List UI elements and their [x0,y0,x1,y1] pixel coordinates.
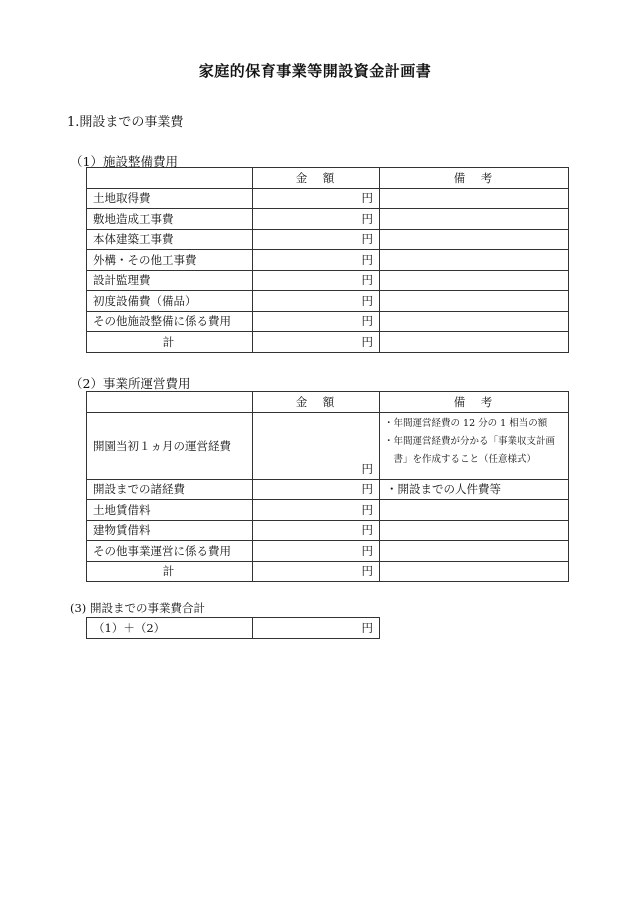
table-row [87,541,569,562]
amount-cell[interactable]: 円 [253,250,380,271]
notes-cell[interactable] [380,311,569,332]
row-label: 土地取得費 [87,188,253,209]
row-label: 建物賃借料 [87,520,253,541]
amount-cell[interactable]: 円 [253,311,380,332]
note-line: 書」を作成すること（任意様式） [384,453,537,465]
total-amount-cell[interactable]: 円 [253,332,380,353]
note-line: ・年間運営経費が分かる「事業収支計画 [384,435,556,447]
grand-total-amount-cell[interactable]: 円 [253,618,380,639]
notes-cell[interactable] [380,270,569,291]
table-row [87,209,569,230]
notes-cell[interactable] [380,541,569,562]
subsection-3-heading: (3) 開設までの事業費合計 [70,601,205,615]
header-notes: 備 考 [380,392,569,413]
total-row [87,561,569,582]
amount-cell[interactable]: 円 [253,270,380,291]
row-label: 本体建築工事費 [87,229,253,250]
notes-cell[interactable] [380,412,569,479]
total-label: 計 [87,561,253,582]
amount-cell[interactable]: 円 [253,291,380,312]
header-blank [87,168,253,189]
amount-cell[interactable]: 円 [253,479,380,500]
table-row [87,520,569,541]
table-row [87,311,569,332]
amount-cell[interactable]: 円 [253,412,380,479]
amount-cell[interactable]: 円 [253,500,380,521]
notes-cell[interactable] [380,561,569,582]
table-row [87,291,569,312]
notes-cell[interactable] [380,250,569,271]
row-label: 初度設備費（備品） [87,291,253,312]
subsection-1-heading: （1）施設整備費用 [70,154,178,169]
notes-cell[interactable] [380,291,569,312]
table-row [87,188,569,209]
subsection-2-heading: （2）事業所運営費用 [70,376,191,391]
total-label: 計 [87,332,253,353]
table-header-row [87,392,569,413]
table-row [87,500,569,521]
amount-cell[interactable]: 円 [253,541,380,562]
table-row [87,250,569,271]
grand-total-row [87,618,380,639]
row-label: 開設までの諸経費 [87,479,253,500]
formula-label: （1）＋（2） [87,618,253,639]
header-notes: 備 考 [380,168,569,189]
table-row [87,412,569,479]
table-row [87,479,569,500]
notes-cell[interactable] [380,520,569,541]
note-line: ・年間運営経費の 12 分の 1 相当の額 [384,417,548,429]
total-amount-cell[interactable]: 円 [253,561,380,582]
amount-cell[interactable]: 円 [253,209,380,230]
row-label: 土地賃借料 [87,500,253,521]
row-label: 設計監理費 [87,270,253,291]
total-row [87,332,569,353]
table-row [87,229,569,250]
row-label: 開園当初１ヵ月の運営経費 [87,412,253,479]
notes-cell[interactable] [380,332,569,353]
notes-cell[interactable] [380,188,569,209]
grand-total-table [86,617,380,639]
header-amount: 金 額 [253,168,380,189]
row-label: 敷地造成工事費 [87,209,253,230]
table-header-row [87,168,569,189]
operating-cost-table [86,391,569,582]
page-title: 家庭的保育事業等開設資金計画書 [198,62,432,80]
header-blank [87,392,253,413]
notes-cell[interactable] [380,209,569,230]
row-label: その他事業運営に係る費用 [87,541,253,562]
row-label: 外構・その他工事費 [87,250,253,271]
amount-cell[interactable]: 円 [253,229,380,250]
row-label: その他施設整備に係る費用 [87,311,253,332]
amount-cell[interactable]: 円 [253,520,380,541]
facility-cost-table [86,167,569,353]
section-heading: 1.開設までの事業費 [67,115,184,130]
notes-cell[interactable] [380,229,569,250]
amount-cell[interactable]: 円 [253,188,380,209]
notes-cell[interactable]: ・開設までの人件費等 [380,479,569,500]
table-row [87,270,569,291]
header-amount: 金 額 [253,392,380,413]
notes-cell[interactable] [380,500,569,521]
